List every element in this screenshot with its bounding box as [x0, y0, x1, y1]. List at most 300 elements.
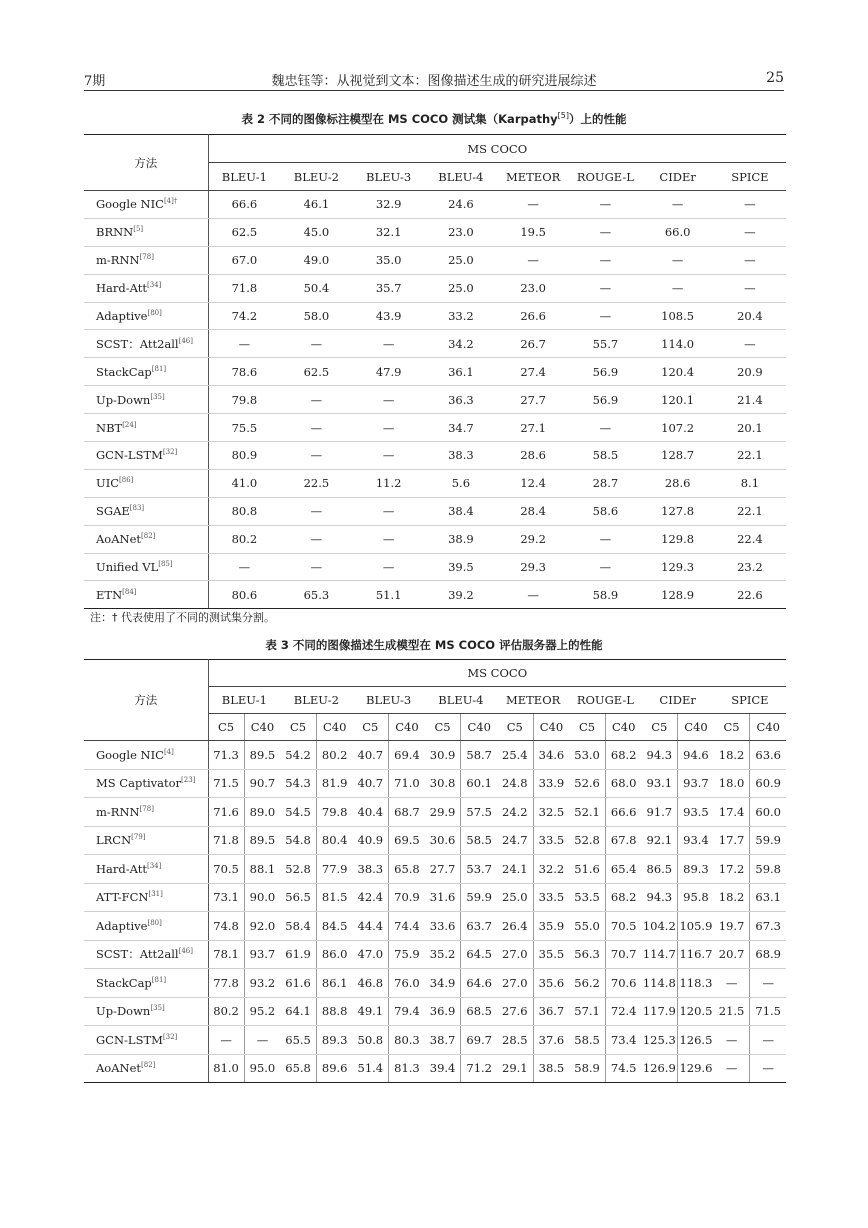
table-row — [84, 581, 786, 609]
value-cell: 23.0 — [425, 218, 497, 246]
column-header: SPICE — [714, 163, 786, 191]
value-cell: 58.5 — [569, 442, 641, 470]
citation: [31] — [148, 890, 163, 899]
value-cell: — — [208, 330, 280, 358]
value-cell: 68.2 — [605, 883, 641, 912]
value-cell: 70.7 — [605, 940, 641, 969]
value-cell: 78.1 — [208, 940, 244, 969]
method-name: Unified VL — [96, 560, 159, 575]
value-cell: — — [750, 969, 786, 998]
value-cell: 75.5 — [208, 414, 280, 442]
method-name: UIC — [96, 476, 120, 491]
value-cell: 37.6 — [533, 1026, 569, 1055]
value-cell: 26.6 — [497, 302, 569, 330]
table-row — [84, 798, 786, 827]
table-row — [84, 855, 786, 884]
value-cell: 32.5 — [533, 798, 569, 827]
citation: [35] — [150, 1004, 165, 1013]
method-cell — [84, 1026, 208, 1055]
value-cell: 69.5 — [389, 826, 425, 855]
value-cell: 73.1 — [208, 883, 244, 912]
table-row — [84, 997, 786, 1026]
citation: [46] — [178, 947, 193, 956]
method-name: LRCN — [96, 833, 132, 848]
citation: [24] — [122, 420, 137, 429]
value-cell: 19.5 — [497, 218, 569, 246]
method-name: NBT — [96, 420, 123, 435]
value-cell: — — [208, 553, 280, 581]
method-cell — [84, 553, 208, 581]
value-cell: 47.0 — [353, 940, 389, 969]
method-cell — [84, 246, 208, 274]
value-cell: 93.4 — [678, 826, 714, 855]
value-cell: 127.8 — [642, 497, 714, 525]
value-cell: 29.3 — [497, 553, 569, 581]
value-cell: 90.0 — [244, 883, 280, 912]
value-cell: 77.8 — [208, 969, 244, 998]
citation: [34] — [146, 861, 162, 870]
value-cell: 95.0 — [244, 1054, 280, 1083]
value-cell: 33.5 — [533, 883, 569, 912]
value-cell: — — [569, 302, 641, 330]
value-cell: 54.3 — [280, 769, 316, 798]
citation: [84] — [122, 587, 137, 596]
value-cell: — — [280, 525, 352, 553]
citation: [23] — [181, 776, 196, 785]
value-cell: — — [280, 386, 352, 414]
method-name: SGAE — [96, 504, 130, 519]
value-cell: 43.9 — [353, 302, 425, 330]
value-cell: 22.6 — [714, 581, 786, 609]
value-cell: 57.5 — [461, 798, 497, 827]
value-cell: 20.9 — [714, 358, 786, 386]
method-name: SCST：Att2all — [96, 336, 179, 351]
column-header: METEOR — [497, 163, 569, 191]
metric-group-header: SPICE — [714, 687, 786, 714]
value-cell: 24.2 — [497, 798, 533, 827]
value-cell: 74.4 — [389, 912, 425, 941]
value-cell: 65.8 — [280, 1054, 316, 1083]
value-cell: 18.0 — [714, 769, 750, 798]
subcol-header: C40 — [461, 714, 497, 741]
value-cell: 71.3 — [208, 741, 244, 770]
value-cell: 63.1 — [750, 883, 786, 912]
value-cell: 89.3 — [678, 855, 714, 884]
running-title: 魏忠钰等：从视觉到文本：图像描述生成的研究进展综述 — [271, 74, 597, 89]
value-cell: 56.2 — [569, 969, 605, 998]
value-cell: 38.3 — [425, 442, 497, 470]
value-cell: 80.6 — [208, 581, 280, 609]
value-cell: 33.6 — [425, 912, 461, 941]
subcol-header: C5 — [569, 714, 605, 741]
value-cell: 60.0 — [750, 798, 786, 827]
value-cell: 65.8 — [389, 855, 425, 884]
value-cell: 61.9 — [280, 940, 316, 969]
value-cell: 79.4 — [389, 997, 425, 1026]
value-cell: 93.5 — [678, 798, 714, 827]
method-cell — [84, 769, 208, 798]
value-cell: 70.6 — [605, 969, 641, 998]
subcol-header: C5 — [208, 714, 244, 741]
column-header: BLEU-4 — [425, 163, 497, 191]
citation: [4] — [163, 747, 174, 756]
value-cell: — — [569, 191, 641, 219]
value-cell: 59.9 — [750, 826, 786, 855]
citation: [80] — [147, 309, 162, 317]
page-number: 25 — [766, 70, 784, 86]
value-cell: 114.0 — [642, 330, 714, 358]
value-cell: — — [714, 330, 786, 358]
value-cell: 35.0 — [353, 246, 425, 274]
value-cell: 120.1 — [642, 386, 714, 414]
value-cell: 75.9 — [389, 940, 425, 969]
value-cell: 20.7 — [714, 940, 750, 969]
citation: [35] — [150, 392, 165, 401]
value-cell: 68.5 — [461, 997, 497, 1026]
value-cell: — — [642, 246, 714, 274]
subcol-header: C5 — [280, 714, 316, 741]
table-row — [84, 553, 786, 581]
value-cell: 60.1 — [461, 769, 497, 798]
value-cell: 80.4 — [316, 826, 352, 855]
value-cell: 81.3 — [389, 1054, 425, 1083]
value-cell: 69.4 — [389, 741, 425, 770]
value-cell: — — [497, 191, 569, 219]
value-cell: 22.1 — [714, 497, 786, 525]
value-cell: — — [642, 274, 714, 302]
value-cell: 94.3 — [642, 883, 678, 912]
citation: [34] — [146, 281, 162, 290]
value-cell: 88.8 — [316, 997, 352, 1026]
subcol-header: C5 — [642, 714, 678, 741]
value-cell: 63.7 — [461, 912, 497, 941]
method-name: m-RNN — [96, 253, 140, 268]
table3 — [84, 659, 786, 1083]
value-cell: 80.2 — [208, 525, 280, 553]
method-cell — [84, 798, 208, 827]
value-cell: — — [280, 414, 352, 442]
value-cell: 30.8 — [425, 769, 461, 798]
value-cell: 80.8 — [208, 497, 280, 525]
value-cell: — — [569, 218, 641, 246]
value-cell: 70.5 — [605, 912, 641, 941]
value-cell: 35.7 — [353, 274, 425, 302]
method-name: GCN-LSTM — [96, 448, 163, 463]
value-cell: 25.0 — [497, 883, 533, 912]
table-row — [84, 358, 786, 386]
value-cell: 34.2 — [425, 330, 497, 358]
method-name: Hard-Att — [96, 281, 147, 296]
subcol-header: C40 — [605, 714, 641, 741]
value-cell: 66.6 — [208, 191, 280, 219]
value-cell: 66.6 — [605, 798, 641, 827]
method-name: StackCap — [96, 975, 152, 990]
value-cell: 67.3 — [750, 912, 786, 941]
method-name: BRNN — [96, 225, 134, 240]
value-cell: 90.7 — [244, 769, 280, 798]
column-header: BLEU-2 — [280, 163, 352, 191]
value-cell: 27.0 — [497, 940, 533, 969]
value-cell: 59.9 — [461, 883, 497, 912]
value-cell: — — [353, 497, 425, 525]
method-name: Up-Down — [96, 1004, 151, 1019]
method-name: SCST：Att2all — [96, 947, 179, 962]
value-cell: 26.4 — [497, 912, 533, 941]
table3-caption: 表 3 不同的图像描述生成模型在 MS COCO 评估服务器上的性能 — [265, 638, 603, 652]
value-cell: 18.2 — [714, 883, 750, 912]
value-cell: 49.0 — [280, 246, 352, 274]
value-cell: 79.8 — [208, 386, 280, 414]
value-cell: 93.2 — [244, 969, 280, 998]
method-cell — [84, 358, 208, 386]
value-cell: — — [569, 553, 641, 581]
value-cell: 50.4 — [280, 274, 352, 302]
value-cell: 25.0 — [425, 274, 497, 302]
value-cell: 92.1 — [642, 826, 678, 855]
value-cell: 89.0 — [244, 798, 280, 827]
value-cell: 60.9 — [750, 769, 786, 798]
method-cell — [84, 883, 208, 912]
method-cell — [84, 912, 208, 941]
value-cell: — — [750, 1026, 786, 1055]
value-cell: 63.6 — [750, 741, 786, 770]
method-cell — [84, 469, 208, 497]
value-cell: 129.3 — [642, 553, 714, 581]
value-cell: 22.5 — [280, 469, 352, 497]
value-cell: — — [714, 274, 786, 302]
table-row — [84, 1054, 786, 1083]
value-cell: 126.9 — [642, 1054, 678, 1083]
value-cell: 33.9 — [533, 769, 569, 798]
value-cell: 56.5 — [280, 883, 316, 912]
value-cell: 35.2 — [425, 940, 461, 969]
value-cell: — — [569, 525, 641, 553]
value-cell: 31.6 — [425, 883, 461, 912]
method-cell — [84, 386, 208, 414]
value-cell: 64.6 — [461, 969, 497, 998]
value-cell: 29.1 — [497, 1054, 533, 1083]
value-cell: 51.6 — [569, 855, 605, 884]
value-cell: 62.5 — [280, 358, 352, 386]
value-cell: 62.5 — [208, 218, 280, 246]
value-cell: 72.4 — [605, 997, 641, 1026]
method-name: GCN-LSTM — [96, 1032, 163, 1047]
value-cell: 68.7 — [389, 798, 425, 827]
method-cell — [84, 940, 208, 969]
value-cell: — — [497, 581, 569, 609]
value-cell: 68.2 — [605, 741, 641, 770]
value-cell: 24.6 — [425, 191, 497, 219]
value-cell: 79.8 — [316, 798, 352, 827]
value-cell: 11.2 — [353, 469, 425, 497]
value-cell: 28.6 — [497, 442, 569, 470]
value-cell: 70.9 — [389, 883, 425, 912]
value-cell: 71.8 — [208, 274, 280, 302]
citation: [80] — [147, 918, 162, 927]
value-cell: 80.2 — [316, 741, 352, 770]
value-cell: — — [280, 553, 352, 581]
method-name: Adaptive — [96, 309, 148, 323]
table-row — [84, 386, 786, 414]
table-row — [84, 442, 786, 470]
value-cell: 27.0 — [497, 969, 533, 998]
value-cell: 71.6 — [208, 798, 244, 827]
value-cell: — — [714, 1054, 750, 1083]
value-cell: 74.5 — [605, 1054, 641, 1083]
value-cell: 40.7 — [353, 741, 389, 770]
value-cell: 27.1 — [497, 414, 569, 442]
value-cell: 17.4 — [714, 798, 750, 827]
citation: [86] — [119, 476, 134, 485]
value-cell: 84.5 — [316, 912, 352, 941]
value-cell: 76.0 — [389, 969, 425, 998]
table-row — [84, 497, 786, 525]
table2-caption: 表 2 不同的图像标注模型在 MS COCO 测试集（Karpathy[5]）上的性能 — [241, 111, 627, 126]
method-cell — [84, 969, 208, 998]
value-cell: 94.3 — [642, 741, 678, 770]
value-cell: 22.4 — [714, 525, 786, 553]
value-cell: — — [353, 386, 425, 414]
metric-group-header: METEOR — [497, 687, 569, 714]
column-header: CIDEr — [642, 163, 714, 191]
value-cell: 58.5 — [461, 826, 497, 855]
value-cell: — — [353, 414, 425, 442]
method-name: Adaptive — [96, 918, 148, 933]
value-cell: 38.9 — [425, 525, 497, 553]
value-cell: 95.8 — [678, 883, 714, 912]
value-cell: 61.6 — [280, 969, 316, 998]
subcol-header: C40 — [389, 714, 425, 741]
value-cell: 94.6 — [678, 741, 714, 770]
method-header: 方法 — [84, 135, 208, 191]
value-cell: 12.4 — [497, 469, 569, 497]
value-cell: 46.1 — [280, 191, 352, 219]
value-cell: 20.1 — [714, 414, 786, 442]
value-cell: 88.1 — [244, 855, 280, 884]
value-cell: 40.9 — [353, 826, 389, 855]
table-row — [84, 826, 786, 855]
table-row — [84, 525, 786, 553]
page-header — [84, 66, 784, 91]
subcol-header: C40 — [750, 714, 786, 741]
value-cell: — — [714, 191, 786, 219]
value-cell: 46.8 — [353, 969, 389, 998]
value-cell: 80.3 — [389, 1026, 425, 1055]
value-cell: — — [569, 246, 641, 274]
value-cell: 34.6 — [533, 741, 569, 770]
value-cell: — — [280, 330, 352, 358]
value-cell: 23.0 — [497, 274, 569, 302]
value-cell: 65.5 — [280, 1026, 316, 1055]
subcol-header: C40 — [244, 714, 280, 741]
method-name: AoANet — [96, 532, 142, 547]
dataset-header: MS COCO — [208, 660, 786, 687]
value-cell: 105.9 — [678, 912, 714, 941]
value-cell: 114.7 — [642, 940, 678, 969]
value-cell: 50.8 — [353, 1026, 389, 1055]
value-cell: 58.7 — [461, 741, 497, 770]
value-cell: 36.7 — [533, 997, 569, 1026]
value-cell: 38.7 — [425, 1026, 461, 1055]
value-cell: 54.2 — [280, 741, 316, 770]
caption-citation: [5] — [557, 111, 570, 121]
subcol-header: C40 — [316, 714, 352, 741]
value-cell: 89.6 — [316, 1054, 352, 1083]
journal-issue: 7期 — [84, 74, 106, 89]
method-cell — [84, 826, 208, 855]
value-cell: 5.6 — [425, 469, 497, 497]
method-name: MS Captivator — [96, 776, 182, 791]
value-cell: 91.7 — [642, 798, 678, 827]
method-cell — [84, 414, 208, 442]
value-cell: 80.2 — [208, 997, 244, 1026]
table-row — [84, 769, 786, 798]
value-cell: 22.1 — [714, 442, 786, 470]
citation: [32] — [162, 1032, 178, 1041]
value-cell: 57.1 — [569, 997, 605, 1026]
value-cell: — — [714, 969, 750, 998]
method-name: Hard-Att — [96, 861, 147, 876]
value-cell: 58.5 — [569, 1026, 605, 1055]
value-cell: — — [280, 442, 352, 470]
value-cell: 56.9 — [569, 358, 641, 386]
table-row — [84, 246, 786, 274]
value-cell: 30.9 — [425, 741, 461, 770]
subcol-header: C5 — [425, 714, 461, 741]
citation: [78] — [139, 253, 154, 262]
table2 — [84, 134, 786, 609]
method-cell — [84, 997, 208, 1026]
value-cell: 30.6 — [425, 826, 461, 855]
method-name: m-RNN — [96, 804, 140, 819]
value-cell: 28.4 — [497, 497, 569, 525]
value-cell: 41.0 — [208, 469, 280, 497]
value-cell: 36.3 — [425, 386, 497, 414]
value-cell: 55.7 — [569, 330, 641, 358]
method-cell — [84, 302, 208, 330]
method-cell — [84, 581, 208, 609]
value-cell: 116.7 — [678, 940, 714, 969]
value-cell: 21.5 — [714, 997, 750, 1026]
value-cell: 58.0 — [280, 302, 352, 330]
citation: [82] — [141, 1061, 156, 1070]
value-cell: 53.0 — [569, 741, 605, 770]
value-cell: 27.7 — [497, 386, 569, 414]
method-cell — [84, 497, 208, 525]
value-cell: 27.6 — [497, 997, 533, 1026]
value-cell: 70.5 — [208, 855, 244, 884]
subcol-header: C5 — [714, 714, 750, 741]
value-cell: 104.2 — [642, 912, 678, 941]
value-cell: 89.5 — [244, 741, 280, 770]
value-cell: 36.1 — [425, 358, 497, 386]
value-cell: 120.4 — [642, 358, 714, 386]
method-name: ATT-FCN — [96, 890, 149, 905]
value-cell: 29.9 — [425, 798, 461, 827]
value-cell: 52.6 — [569, 769, 605, 798]
value-cell: 59.8 — [750, 855, 786, 884]
citation: [83] — [129, 504, 145, 513]
table-row — [84, 741, 786, 770]
value-cell: 71.2 — [461, 1054, 497, 1083]
value-cell: 28.7 — [569, 469, 641, 497]
value-cell: 54.8 — [280, 826, 316, 855]
value-cell: 52.8 — [569, 826, 605, 855]
value-cell: 86.5 — [642, 855, 678, 884]
value-cell: 20.4 — [714, 302, 786, 330]
value-cell: 32.1 — [353, 218, 425, 246]
value-cell: 89.3 — [316, 1026, 352, 1055]
